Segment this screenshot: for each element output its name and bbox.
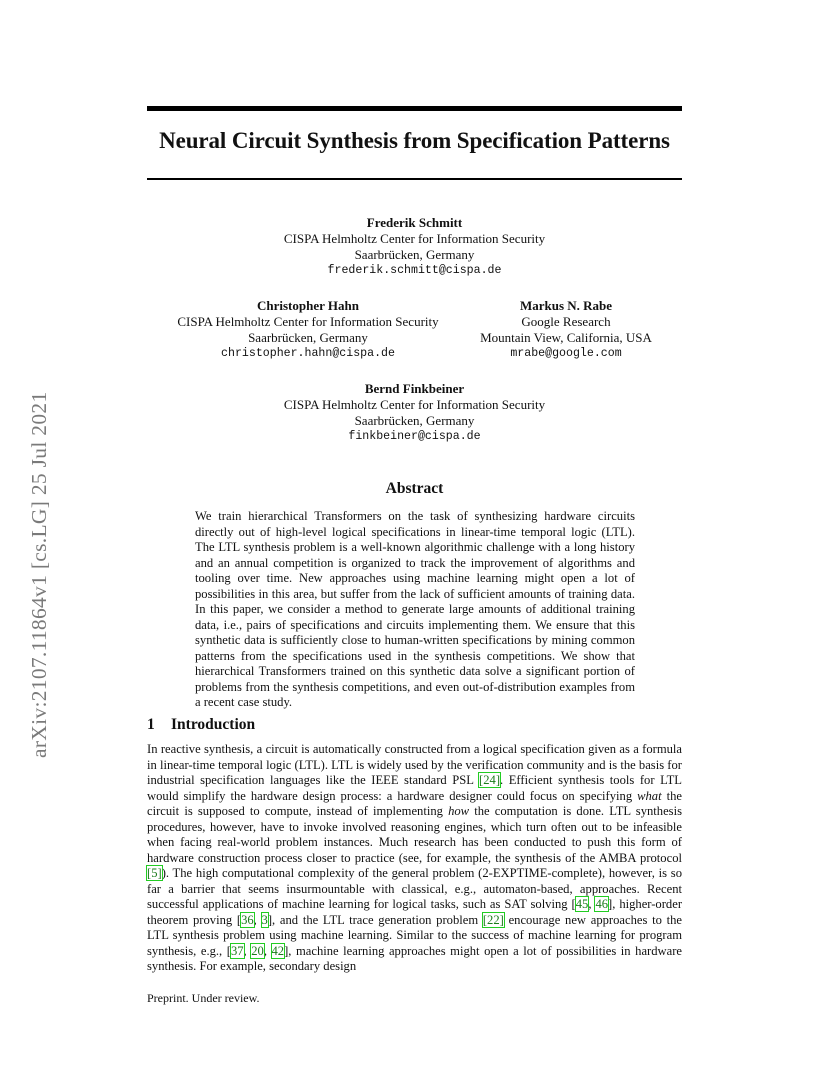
citation-link[interactable]: 45	[575, 897, 589, 911]
section-number: 1	[147, 716, 155, 733]
emphasis-what: what	[637, 788, 662, 803]
section-heading	[147, 716, 255, 734]
author-name: Markus N. Rabe	[519, 298, 613, 313]
abstract-heading: Abstract	[385, 480, 444, 497]
intro-text: ], and the LTL trace generation problem	[267, 912, 483, 927]
author-location: Saarbrücken, Germany	[354, 247, 475, 262]
abstract-text: We train hierarchical Transformers on the task of synthesizing hardware circuits directly out of high-level logical specifications in linear-time temporal logic (LTL). The LTL synthesis problem is a well-known algorithmic challenge with a long history and an annual competition is organized to track the improvement of algorithms and tooling over time. New approaches using machine learning might open a lot of possibilities in this area, but suffer from the lack of sufficient amounts of training data. In this paper, we consider a method to generate large amounts of additional training data, i.e., pairs of specifications and circuits implementing them. We ensure that this synthetic data is sufficiently close to human-written specifications by mining common patterns from the specifications used in the synthesis competitions. We show that hierarchical Transformers trained on this synthetic data solve a significant portion of problems from the synthesis competitions, and even out-of-distribution examples from a recent case study.	[195, 509, 635, 709]
author-name: Christopher Hahn	[257, 298, 359, 313]
intro-text: the circuit is supposed to compute, instead of implementing	[147, 788, 682, 818]
author-block-4	[147, 381, 682, 445]
citation-link[interactable]: 42	[271, 943, 285, 958]
section-title: Introduction	[171, 716, 256, 733]
paper-title: Neural Circuit Synthesis from Specification Patterns	[159, 128, 670, 153]
intro-text: ], higher-order theorem proving [	[147, 897, 683, 927]
intro-text: the computation is done. LTL synthesis procedures, however, have to invoke involved reasoning engines, which turn often out to be infeasible when facing real-world problem instances. Much research has been conducted to push this form of hardware construction process closer to practice (see, for example, the synthesis of the AMBA protocol	[147, 804, 682, 865]
author-block-2	[150, 298, 466, 362]
author-affiliation: CISPA Helmholtz Center for Information Security	[283, 231, 546, 246]
author-affiliation: Google Research	[521, 314, 611, 329]
author-email[interactable]: christopher.hahn@cispa.de	[221, 347, 395, 360]
author-location: Saarbrücken, Germany	[248, 330, 368, 345]
author-block-3	[466, 298, 666, 362]
title-rule-top	[147, 106, 682, 111]
intro-text: encourage new approaches to the LTL synthesis problem using machine learning. Similar to the success of machine learning for program synthesis, e.g., [	[147, 912, 682, 958]
page-footer: Preprint. Under review.	[147, 991, 260, 1005]
citation-link[interactable]: [22]	[482, 912, 504, 927]
author-location: Saarbrücken, Germany	[354, 413, 475, 428]
citation-link[interactable]: [5]	[147, 866, 162, 880]
citation-link[interactable]: 20	[251, 943, 264, 958]
author-email[interactable]: frederik.schmitt@cispa.de	[327, 264, 502, 277]
intro-text: ], machine learning approaches might open a lot of possibilities in hardware synthesis. For example, secondary design	[147, 943, 682, 973]
author-name: Frederik Schmitt	[366, 215, 463, 230]
author-location: Mountain View, California, USA	[480, 330, 652, 345]
citation-link[interactable]: 37	[230, 943, 244, 958]
author-name: Bernd Finkbeiner	[364, 381, 465, 396]
intro-text: In reactive synthesis, a circuit is automatically constructed from a logical specification given as a formula in linear-time temporal logic (LTL). LTL is widely used by the verification community and is the basis for industrial specification languages like the IEEE standard PSL	[147, 742, 682, 787]
arxiv-identifier: arXiv:2107.11864v1 [cs.LG] 25 Jul 2021	[27, 391, 51, 758]
emphasis-how: how	[448, 804, 470, 818]
citation-link[interactable]: 46	[595, 897, 609, 911]
author-email[interactable]: mrabe@google.com	[510, 347, 622, 360]
author-affiliation: CISPA Helmholtz Center for Information Security	[177, 314, 439, 329]
citation-link[interactable]: 3	[261, 912, 268, 927]
author-affiliation: CISPA Helmholtz Center for Information Security	[283, 397, 546, 412]
intro-text: . Efficient synthesis tools for LTL would simplify the hardware design process: a hardware designer could focus on specifying	[147, 773, 682, 803]
citation-link[interactable]: [24]	[479, 773, 501, 787]
intro-paragraph: In reactive synthesis, a circuit is automatically constructed from a logical specification given as a formula in linear-time temporal logic (LTL). LTL is widely used by the verification community and is the basis for industrial specification languages like the IEEE standard PSL [24]. Efficient synthesis tools for LTL would simplify the hardware design process: a hardware designer could focus on specifying what the circuit is supposed to compute, instead of implementing how the computation is done. LTL synthesis procedures, however, have to invoke involved reasoning engines, which turn often out to be infeasible when facing real-world problem instances. Much research has been conducted to push this form of hardware construction process closer to practice (see, for example, the synthesis of the AMBA protocol [5]). The high computational complexity of the general problem (2-EXPTIME-complete), however, is so far a barrier that seems insurmountable with classical, e.g., automaton-based, approaches. Recent successful applications of machine learning for logical tasks, such as SAT solving [45, 46], higher-order theorem proving [36, 3], and the LTL trace generation problem [22] encourage new approaches to the LTL synthesis problem using machine learning. Similar to the success of machine learning for program synthesis, e.g., [37, 20, 42], machine learning approaches might open a lot of possibilities in hardware synthesis. For example, secondary design	[147, 742, 683, 973]
author-block-1	[147, 215, 682, 279]
intro-text: ). The high computational complexity of the general problem (2-EXPTIME-complete), however, is so far a barrier that seems insurmountable with classical, e.g., automaton-based, approaches. Recent successful applications of machine learning for logical tasks, such as SAT solving [	[147, 866, 682, 911]
author-email[interactable]: finkbeiner@cispa.de	[348, 430, 481, 443]
title-rule-bottom	[147, 178, 682, 180]
citation-link[interactable]: 36	[241, 912, 254, 927]
